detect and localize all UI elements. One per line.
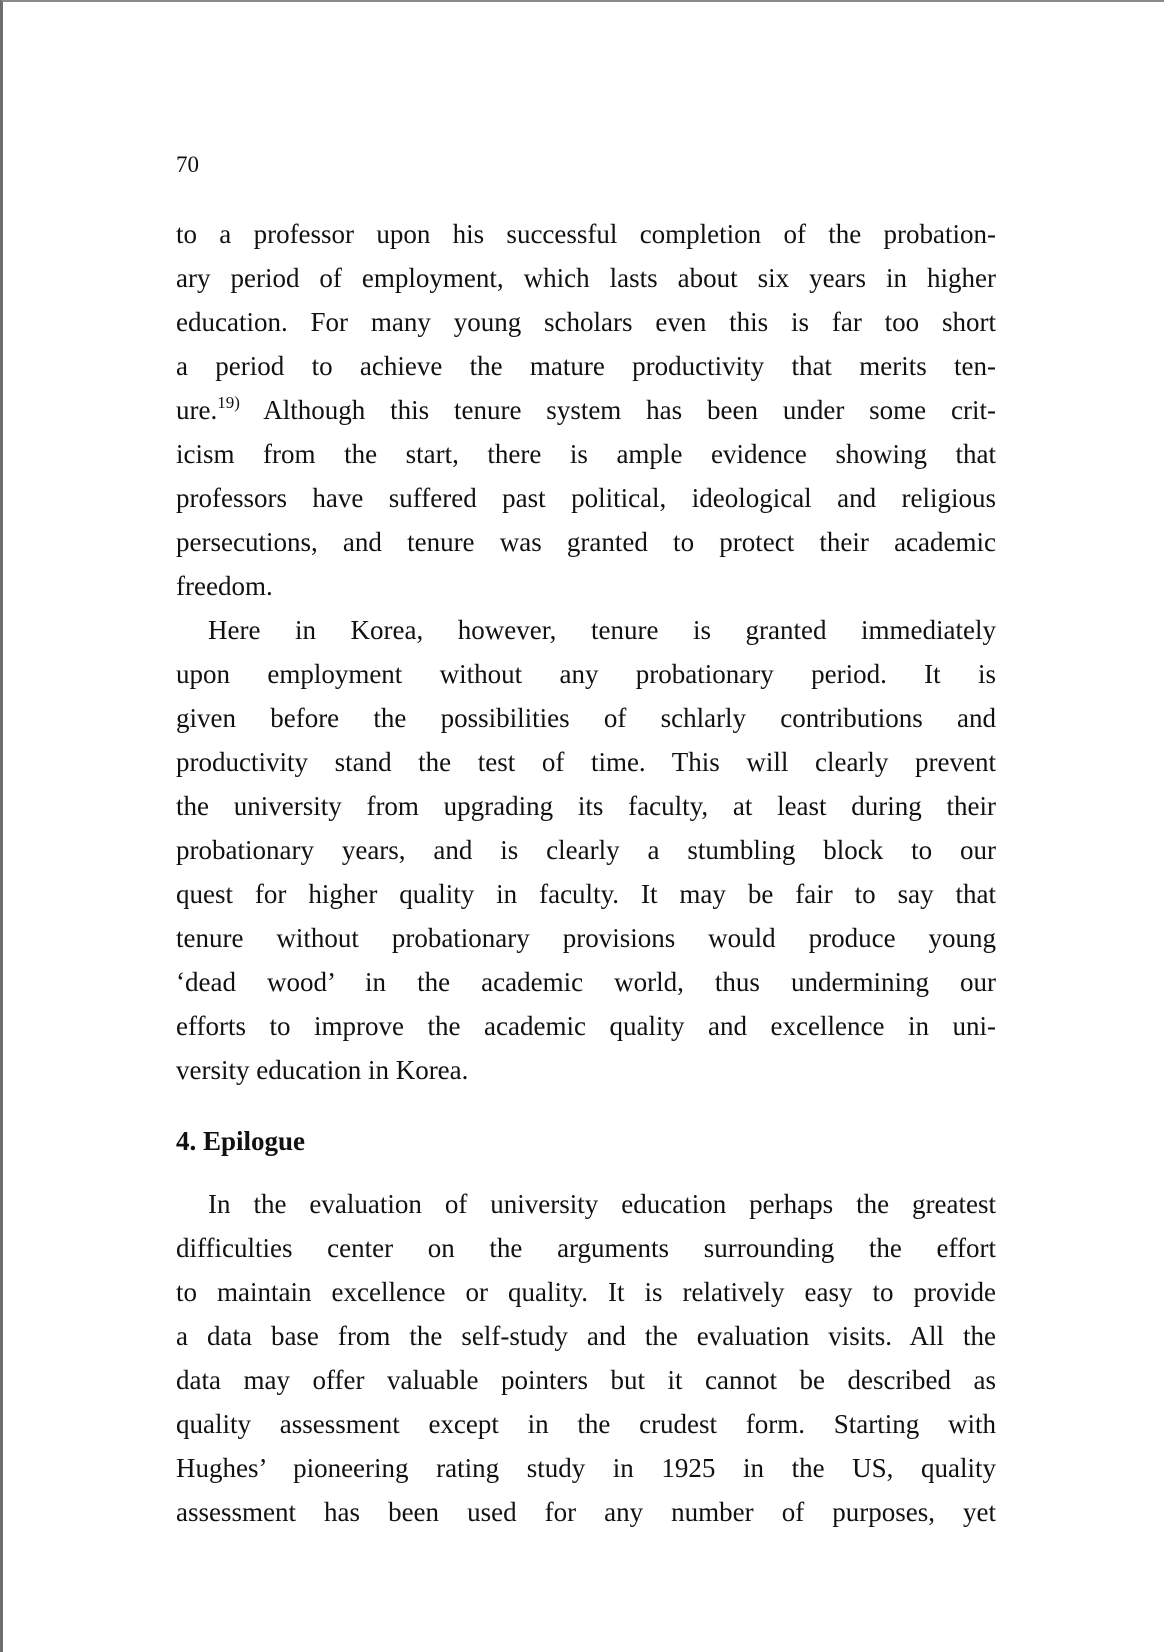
text-line: to maintain excellence or quality. It is relatively easy to provide — [176, 1277, 996, 1307]
text-line: data may offer valuable pointers but it cannot be described as — [176, 1365, 996, 1395]
page-number: 70 — [176, 152, 199, 177]
text-line: efforts to improve the academic quality and excellence in uni- — [176, 1011, 996, 1041]
text-line: tenure without probationary provisions would produce young — [176, 923, 996, 953]
text-line: to a professor upon his successful completion of the probation- — [176, 219, 996, 249]
text-line: difficulties center on the arguments surrounding the effort — [176, 1233, 996, 1263]
text-segment: Although this tenure system has been under some crit- — [239, 395, 996, 425]
text-line: ary period of employment, which lasts about six years in higher — [176, 263, 996, 293]
text-line: productivity stand the test of time. This will clearly prevent — [176, 747, 996, 777]
text-line: a period to achieve the mature productivity that merits ten- — [176, 351, 996, 381]
text-line: In the evaluation of university education perhaps the greatest — [208, 1189, 996, 1219]
text-line: Hughes’ pioneering rating study in 1925 in the US, quality — [176, 1453, 996, 1483]
text-line: given before the possibilities of schlarly contributions and — [176, 703, 996, 733]
section-heading: 4. Epilogue — [176, 1126, 306, 1156]
text-line: the university from upgrading its faculty, at least during their — [176, 791, 996, 821]
text-line: probationary years, and is clearly a stumbling block to our — [176, 835, 996, 865]
footnote-reference: 19) — [217, 393, 240, 412]
text-line: assessment has been used for any number of purposes, yet — [176, 1497, 996, 1527]
text-line: quality assessment except in the crudest form. Starting with — [176, 1409, 996, 1439]
paragraph-tenure-purpose — [176, 212, 996, 1092]
text-line-with-footnote — [176, 388, 996, 432]
text-line: upon employment without any probationary period. It is — [176, 659, 996, 689]
text-line: ‘dead wood’ in the academic world, thus undermining our — [176, 967, 996, 997]
text-line: persecutions, and tenure was granted to protect their academic — [176, 527, 996, 557]
text-line: a data base from the self-study and the evaluation visits. All the — [176, 1321, 996, 1351]
text-line: icism from the start, there is ample evidence showing that — [176, 439, 996, 469]
text-line: freedom. — [176, 571, 273, 601]
text-line: Here in Korea, however, tenure is granted immediately — [208, 615, 996, 645]
paragraph-epilogue — [176, 1182, 996, 1534]
text-line: education. For many young scholars even this is far too short — [176, 307, 996, 337]
text-segment: ure. — [176, 395, 218, 425]
text-line: professors have suffered past political, ideological and religious — [176, 483, 996, 513]
text-line: quest for higher quality in faculty. It may be fair to say that — [176, 879, 996, 909]
text-line: versity education in Korea. — [176, 1055, 469, 1085]
